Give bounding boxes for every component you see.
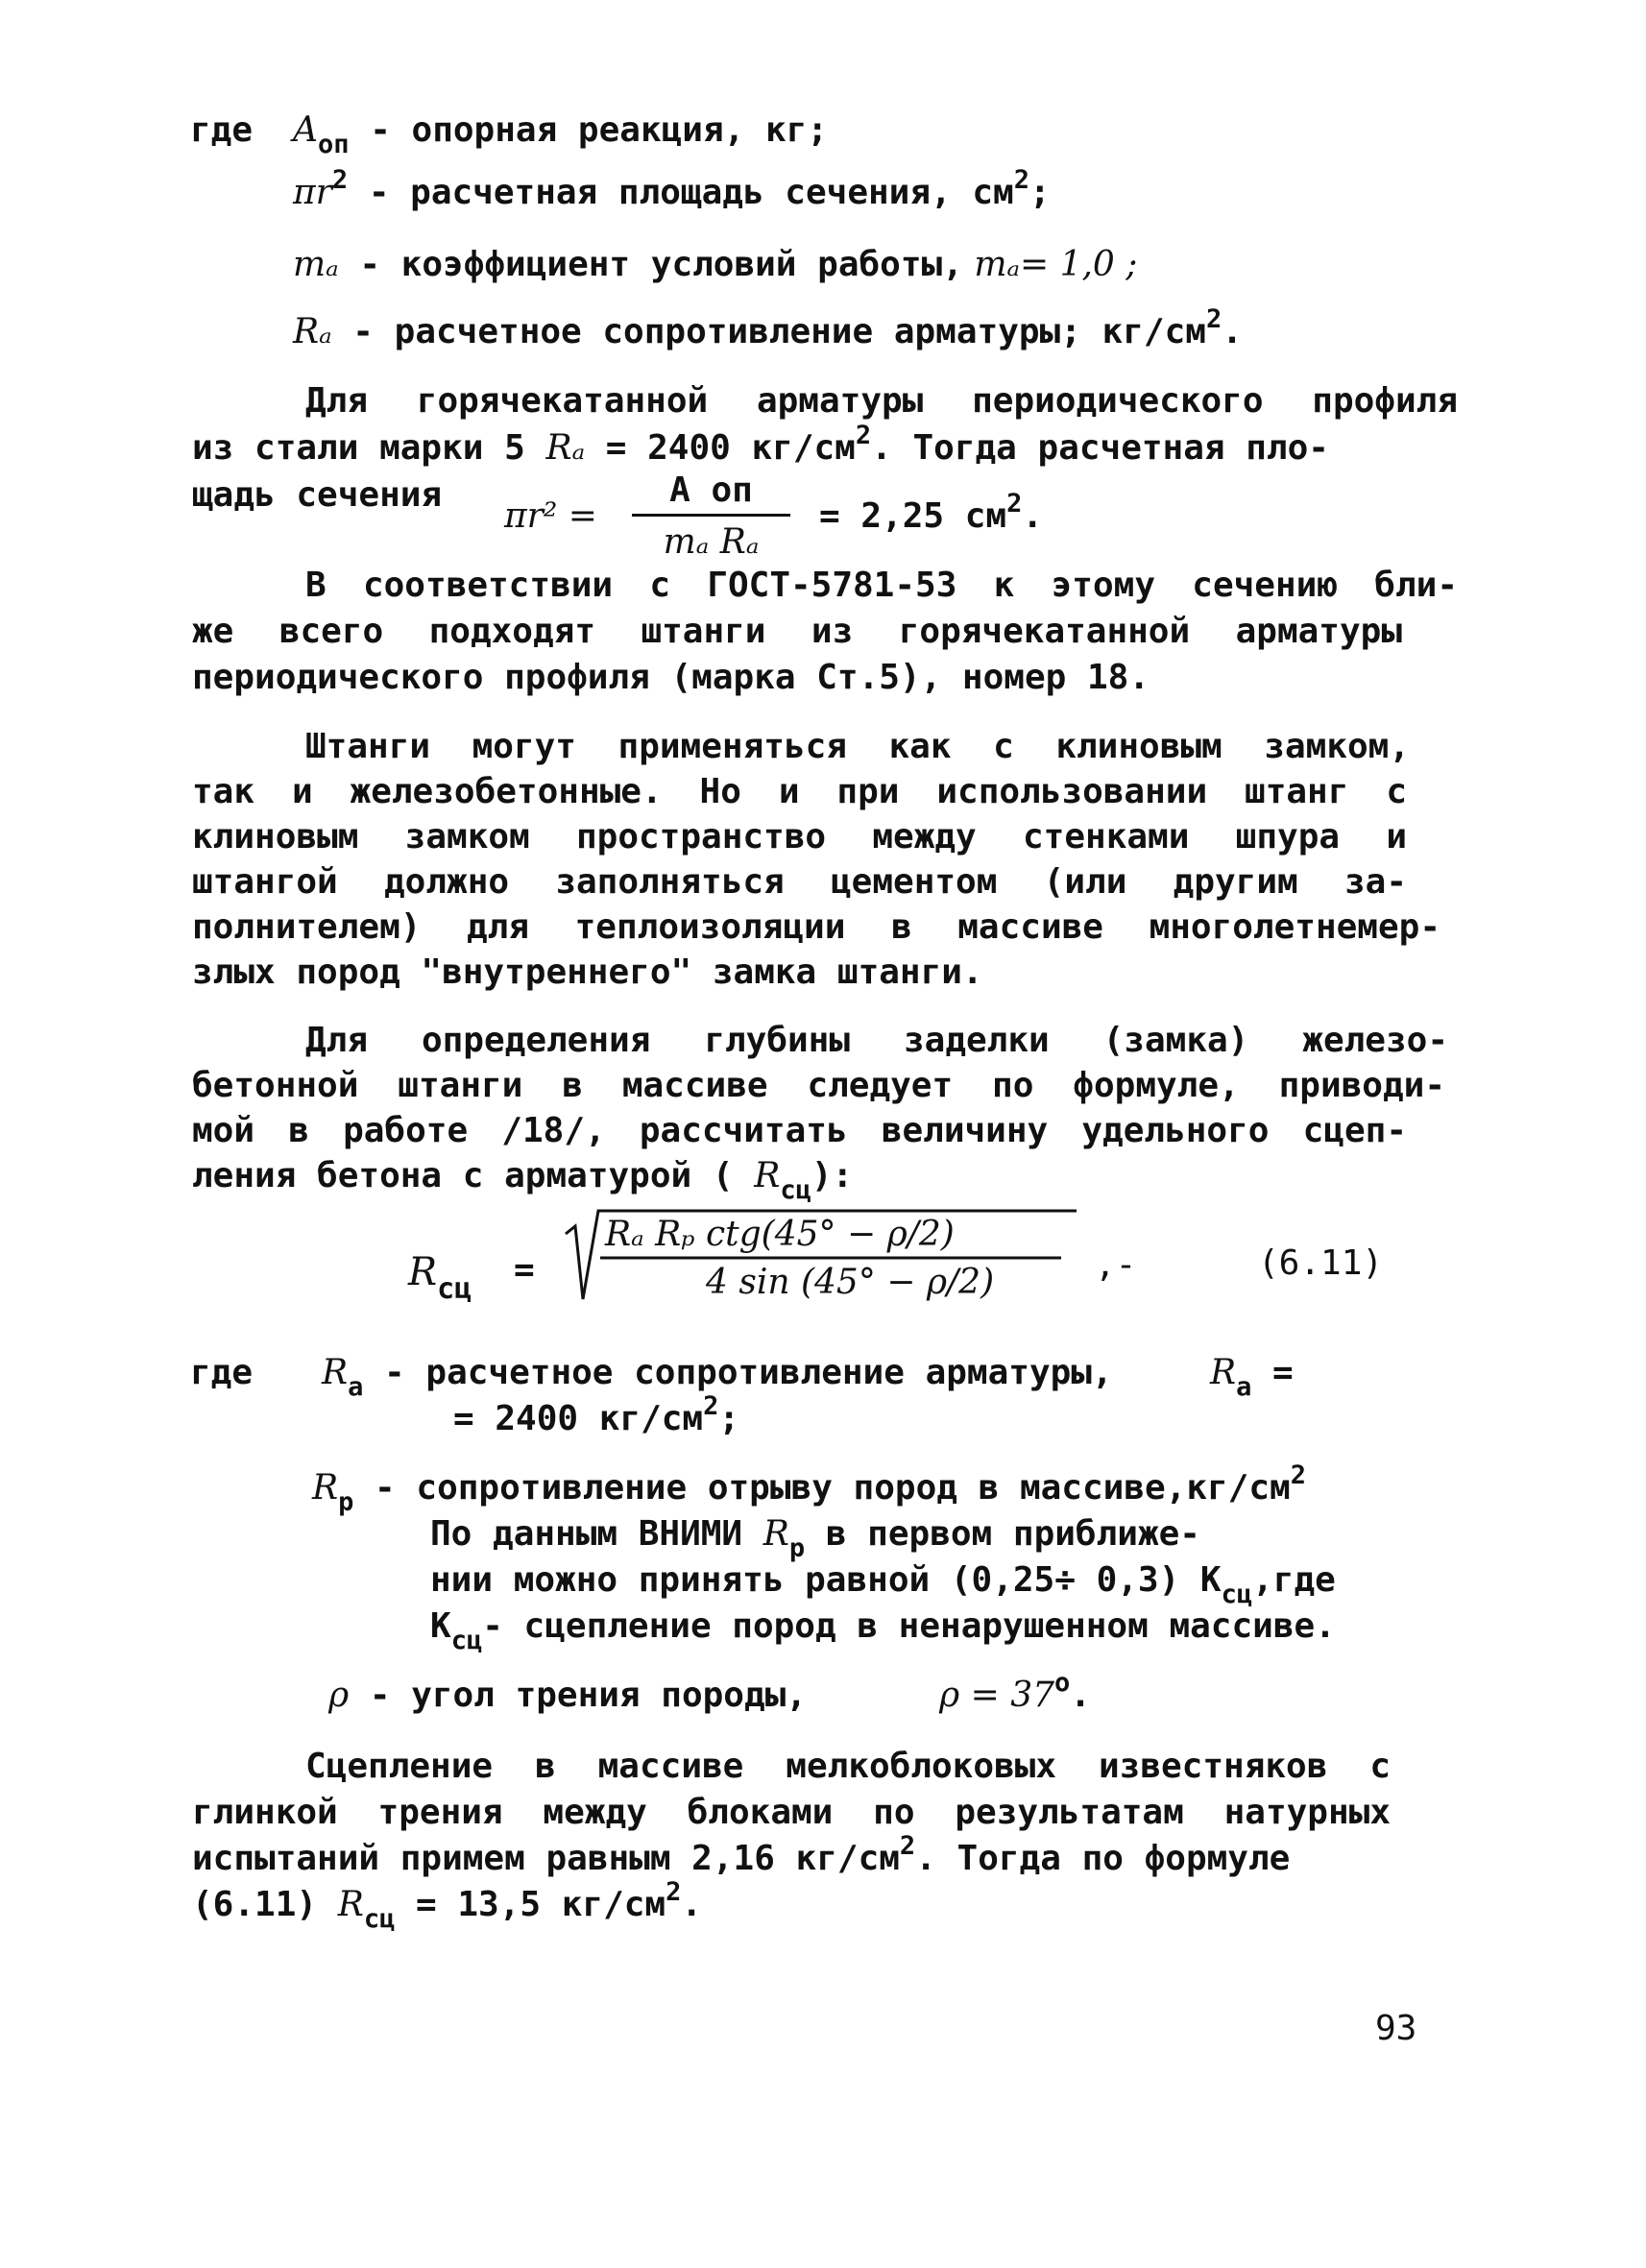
text: . bbox=[1022, 496, 1044, 536]
text: . bbox=[681, 1885, 703, 1924]
para4-line4 bbox=[192, 1156, 854, 1206]
def-line-rp-3 bbox=[430, 1560, 1336, 1610]
text: = 13,5 кг/см bbox=[395, 1885, 666, 1924]
formula-area-rhs bbox=[819, 488, 1044, 536]
formula-area-fraction bbox=[632, 470, 790, 562]
formula-rsc-denominator: 4 sin (45° − ρ/2) bbox=[706, 1263, 995, 1302]
formula-rsc-eq: = bbox=[514, 1250, 535, 1290]
def-line-ra2-eq bbox=[1210, 1353, 1294, 1403]
text: ; bbox=[718, 1399, 740, 1438]
def-line-ra2-value bbox=[453, 1390, 740, 1438]
symbol-r: R bbox=[762, 1514, 789, 1554]
text: ρ = 37 bbox=[939, 1676, 1055, 1715]
sub: сц bbox=[1221, 1580, 1253, 1610]
where-label-1: где bbox=[190, 110, 254, 150]
para3-line5: полнителем) для теплоизоляции в массиве многолетнемер- bbox=[192, 907, 1440, 947]
symbol-ra: Rₐ bbox=[293, 312, 332, 351]
symbol-r: R bbox=[322, 1353, 349, 1392]
para5-line2: глинкой трения между блоками по результатам натурных bbox=[192, 1793, 1391, 1832]
formula-rsc-numerator: Rₐ Rₚ ctg(45° − ρ/2) bbox=[605, 1215, 955, 1254]
def-line-ra2 bbox=[322, 1353, 1113, 1403]
sup: o bbox=[1054, 1667, 1071, 1698]
def-text: - коэффициент условий работы, bbox=[338, 245, 963, 284]
text: - сцепление пород в ненарушенном массиве. bbox=[482, 1606, 1336, 1646]
def-line-rp-4 bbox=[430, 1606, 1336, 1656]
text: . Тогда расчетная пло- bbox=[871, 428, 1329, 468]
text: . bbox=[1070, 1676, 1091, 1715]
symbol-pi-r: πr bbox=[293, 173, 332, 212]
fraction-numerator: A оп bbox=[632, 470, 790, 517]
para5-line4 bbox=[192, 1876, 703, 1935]
def-line-pir2 bbox=[293, 164, 1051, 212]
symbol-r: R bbox=[1210, 1353, 1237, 1392]
def-line-ma bbox=[293, 245, 1138, 284]
symbol-rho: ρ bbox=[328, 1676, 350, 1715]
sup: 2 bbox=[1013, 164, 1029, 195]
para1-line3-label: щадь сечения bbox=[192, 475, 443, 515]
text: (6.11) bbox=[192, 1885, 338, 1924]
symbol-r: R bbox=[408, 1250, 438, 1294]
sub: сц bbox=[437, 1271, 472, 1306]
para5-line1: Сцепление в массиве мелкоблоковых известняков с bbox=[305, 1747, 1391, 1786]
text: = 2400 кг/см bbox=[453, 1399, 704, 1438]
text: нии можно принять равной (0,25÷ 0,3) K bbox=[430, 1560, 1222, 1600]
sup: 2 bbox=[331, 164, 349, 195]
text: . Тогда по формуле bbox=[915, 1839, 1291, 1878]
sub: сц bbox=[780, 1175, 811, 1206]
para2-line3: периодического профиля (марка Ст.5), номер 18. bbox=[192, 658, 1150, 697]
sup: 2 bbox=[1205, 303, 1222, 334]
para1-line2 bbox=[192, 420, 1329, 468]
para3-line6: злых пород "внутреннего" замка штанги. bbox=[192, 953, 983, 992]
sub-op: оп bbox=[318, 130, 350, 160]
formula-rsc-lhs bbox=[408, 1250, 472, 1306]
text: = 2400 кг/см bbox=[585, 428, 856, 468]
para1-line1: Для горячекатанной арматуры периодического профиля bbox=[305, 381, 1458, 421]
def-text: - опорная реакция, кг; bbox=[349, 110, 829, 150]
text: - сопротивление отрыву пород в массиве,кг/см bbox=[353, 1468, 1291, 1508]
symbol-ma: mₐ bbox=[293, 245, 339, 284]
text: = 2,25 см bbox=[819, 496, 1007, 536]
sub: a bbox=[1236, 1372, 1252, 1403]
para3-line1: Штанги могут применяться как с клиновым замком, bbox=[305, 727, 1410, 766]
para2-line1: В соответствии с ГОСТ-5781-53 к этому сечению бли- bbox=[305, 566, 1458, 605]
para4-line2: бетонной штанги в массиве следует по формуле, приводи- bbox=[192, 1066, 1445, 1105]
formula-area-lhs: πr² = bbox=[504, 496, 597, 536]
where-label-2: где bbox=[190, 1353, 254, 1392]
symbol-ra: Rₐ bbox=[545, 428, 586, 468]
para3-line3: клиновым замком пространство между стенками шпура и bbox=[192, 817, 1407, 857]
text: K bbox=[430, 1606, 451, 1646]
sup: 2 bbox=[1290, 1460, 1306, 1490]
tail: . bbox=[1222, 312, 1243, 351]
text: = bbox=[1251, 1353, 1294, 1392]
sub: p bbox=[338, 1487, 354, 1518]
def-line-rp bbox=[312, 1460, 1306, 1518]
para4-line3: мой в работе /18/, рассчитать величину удельного сцеп- bbox=[192, 1111, 1407, 1150]
def-line-rp-2 bbox=[430, 1514, 1200, 1564]
text: испытаний примем равным 2,16 кг/см bbox=[192, 1839, 900, 1878]
text: ): bbox=[811, 1156, 854, 1195]
def-line-aop bbox=[293, 110, 829, 160]
text: - расчетное сопротивление арматуры, bbox=[363, 1353, 1113, 1392]
symbol-a: A bbox=[293, 110, 318, 150]
text: в первом приближе- bbox=[805, 1514, 1200, 1554]
def-line-ra bbox=[293, 303, 1243, 351]
fraction-denominator: mₐ Rₐ bbox=[663, 522, 760, 562]
def-text: - расчетная площадь сечения, см bbox=[348, 173, 1014, 212]
def-line-rho-value bbox=[939, 1667, 1091, 1715]
eq-ma: mₐ= 1,0 ; bbox=[962, 245, 1138, 284]
sup: 2 bbox=[703, 1390, 719, 1421]
sup: 2 bbox=[1006, 488, 1023, 519]
equation-number: (6.11) bbox=[1258, 1243, 1384, 1283]
symbol-r: R bbox=[312, 1468, 339, 1508]
sup: 2 bbox=[855, 420, 872, 450]
sub: a bbox=[348, 1372, 364, 1403]
para4-line1: Для определения глубины заделки (замка) железо- bbox=[305, 1021, 1448, 1060]
para3-line2: так и железобетонные. Но и при использовании штанг с bbox=[192, 772, 1407, 811]
text: ления бетона с арматурой ( bbox=[192, 1156, 755, 1195]
sub: p bbox=[788, 1533, 806, 1564]
symbol-r: R bbox=[337, 1885, 364, 1924]
sub: сц bbox=[363, 1904, 396, 1935]
para3-line4: штангой должно заполняться цементом (или другим за- bbox=[192, 862, 1407, 902]
page-number: 93 bbox=[1375, 2009, 1417, 2048]
para2-line2: же всего подходят штанги из горячекатанной арматуры bbox=[192, 612, 1402, 651]
sup: 2 bbox=[899, 1830, 916, 1861]
text: ,где bbox=[1252, 1560, 1336, 1600]
para5-line3 bbox=[192, 1830, 1291, 1878]
def-line-rho bbox=[328, 1678, 807, 1713]
text: По данным ВНИМИ bbox=[430, 1514, 763, 1554]
def-text: - расчетное сопротивление арматуры; кг/см bbox=[331, 312, 1206, 351]
sup: 2 bbox=[666, 1876, 682, 1907]
formula-rsc-tail: ,- bbox=[1095, 1245, 1137, 1285]
sub: сц bbox=[450, 1626, 483, 1656]
tail: ; bbox=[1029, 173, 1051, 212]
text: из стали марки 5 bbox=[192, 428, 546, 468]
symbol-r: R bbox=[754, 1156, 781, 1195]
text: - угол трения породы, bbox=[349, 1676, 807, 1715]
